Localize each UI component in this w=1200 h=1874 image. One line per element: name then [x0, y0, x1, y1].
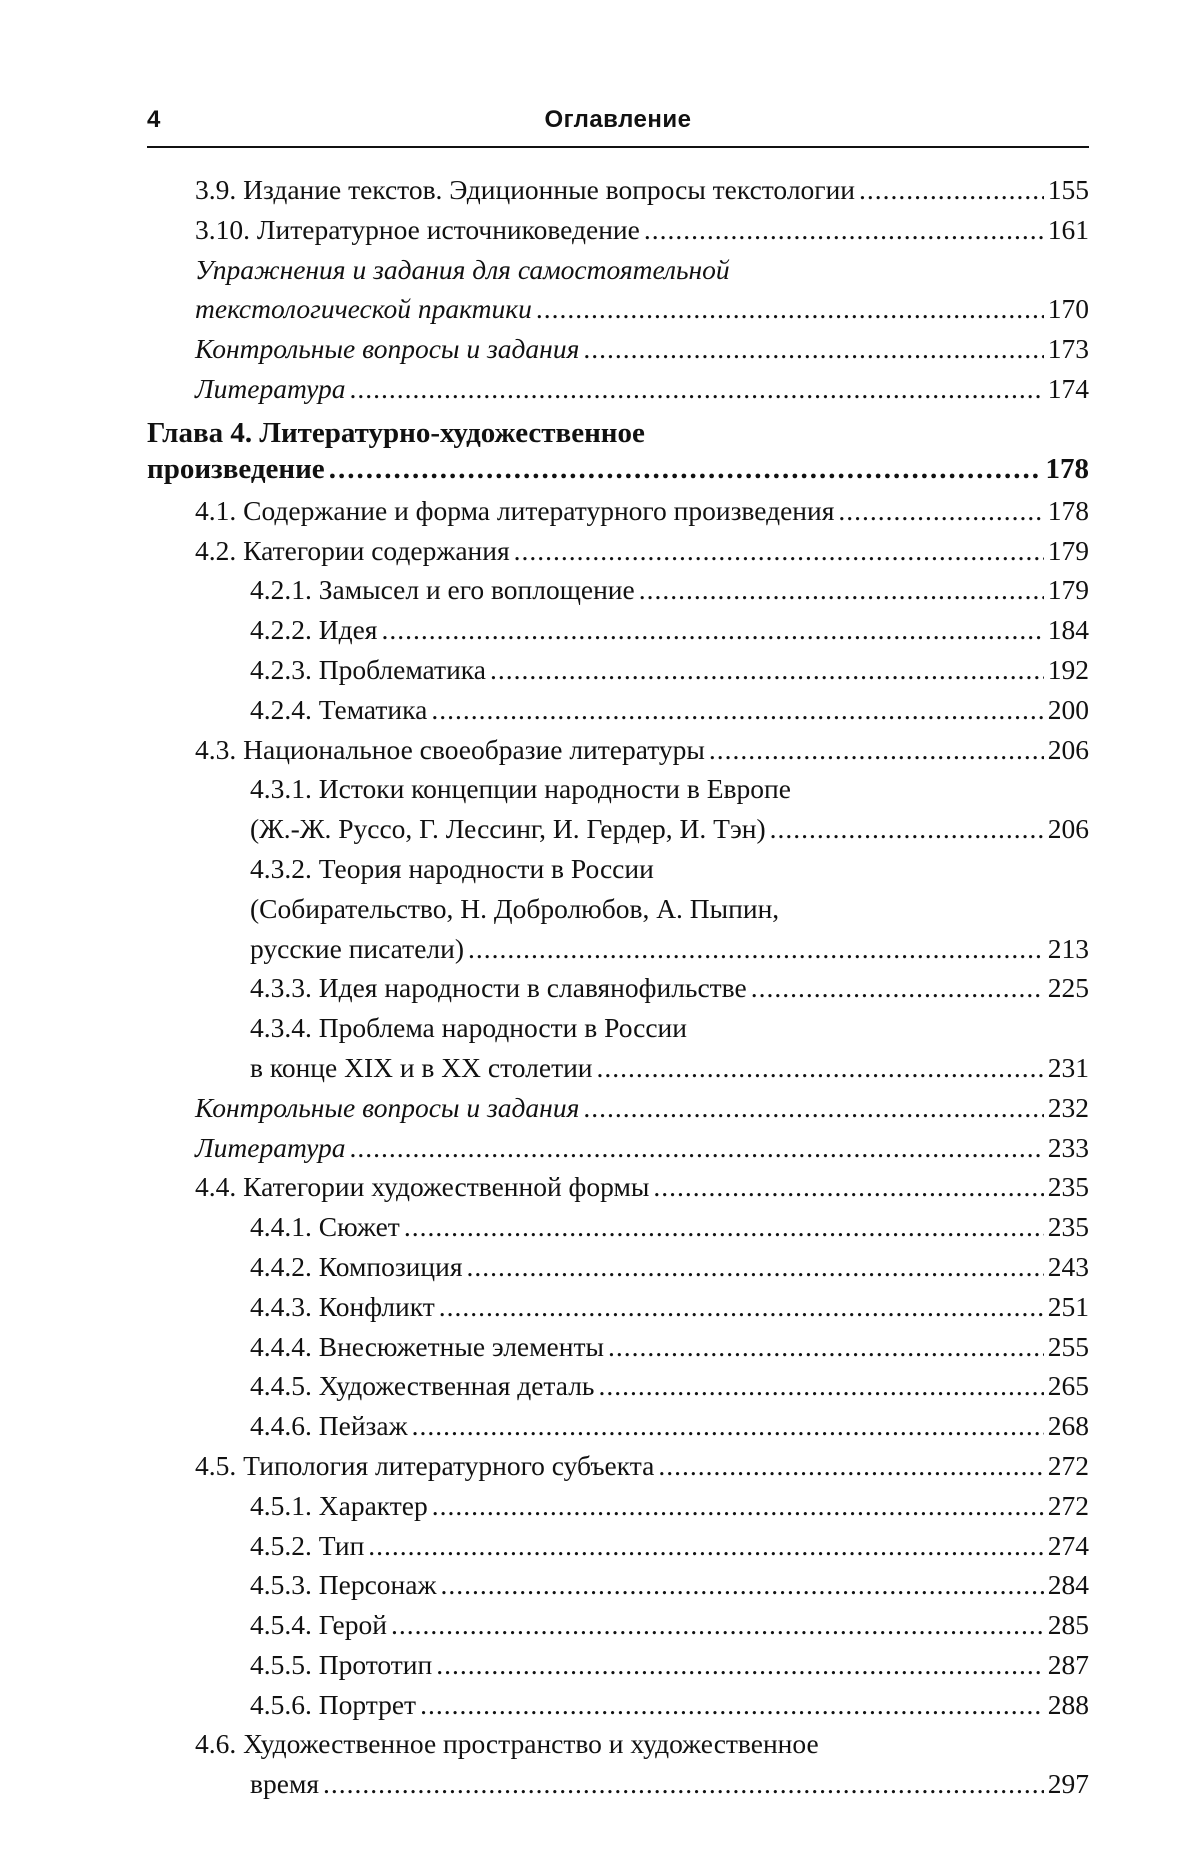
toc-entry-line: [195, 1128, 1089, 1168]
toc-entry: [147, 1327, 1089, 1367]
toc-entry-title: русские писатели): [250, 932, 464, 964]
toc-entry-line: [195, 1446, 1089, 1486]
toc-entry: [147, 769, 1089, 849]
toc-entry-lead-line: 4.3.4. Проблема народности в России: [250, 1012, 687, 1044]
toc-entry: [147, 650, 1089, 690]
toc-page-number: 285: [1047, 1609, 1089, 1641]
toc-entry-title: 4.2.3. Проблематика: [250, 653, 486, 685]
toc-entry-text: [250, 849, 1089, 968]
toc-entry-title: Контрольные вопросы и задания: [195, 1091, 580, 1123]
dot-leader: [329, 451, 1042, 487]
toc-page-number: 213: [1047, 932, 1089, 964]
toc-entry-line: [250, 1406, 1089, 1446]
toc-entry-text: [250, 690, 1089, 730]
toc-entry-text: [195, 210, 1089, 250]
toc-entry-line: [250, 1287, 1089, 1327]
toc-entry: [147, 1526, 1089, 1566]
toc-entry-title: 4.4.2. Композиция: [250, 1250, 463, 1282]
toc-entry-title: Контрольные вопросы и задания: [195, 333, 580, 365]
running-head-title: Оглавление: [544, 106, 692, 133]
toc-entry-text: [250, 570, 1089, 610]
toc-entry-text: [250, 1247, 1089, 1287]
toc-entry-title: 4.4.4. Внесюжетные элементы: [250, 1330, 604, 1362]
toc-entry-text: [195, 1724, 1089, 1804]
dot-leader: [583, 1088, 1043, 1128]
toc-entry-title: 3.10. Литературное источниковедение: [195, 213, 640, 245]
dot-leader: [468, 929, 1044, 969]
table-of-contents: [147, 170, 1089, 1804]
toc-entry-line: [250, 1685, 1089, 1725]
toc-entry: [147, 1446, 1089, 1486]
dot-leader: [420, 1685, 1044, 1725]
toc-entry-title: 4.5.3. Персонаж: [250, 1569, 437, 1601]
toc-entry-text: [250, 1605, 1089, 1645]
toc-page-number: 178: [1047, 494, 1089, 526]
toc-entry-title: 4.4.1. Сюжет: [250, 1211, 400, 1243]
dot-leader: [431, 690, 1043, 730]
toc-entry-title: 4.2. Категории содержания: [195, 534, 510, 566]
toc-page-number: 178: [1045, 452, 1089, 485]
toc-page-number: 235: [1047, 1171, 1089, 1203]
dot-leader: [349, 369, 1043, 409]
toc-entry-text: [250, 1565, 1089, 1605]
toc-entry-line: [250, 570, 1089, 610]
toc-entry: [147, 1128, 1089, 1168]
toc-entry-lead-line: Глава 4. Литературно-художественное: [147, 416, 645, 449]
toc-entry-title: в конце XIX и в XX столетии: [250, 1051, 593, 1083]
toc-entry: [147, 1366, 1089, 1406]
toc-page-number: 235: [1047, 1211, 1089, 1243]
toc-entry-line: [250, 1645, 1089, 1685]
toc-page-number: 268: [1047, 1410, 1089, 1442]
toc-entry-line: [195, 730, 1089, 770]
toc-entry-title: Литература: [195, 1131, 346, 1163]
toc-entry: [147, 170, 1089, 210]
toc-entry-line: [250, 968, 1089, 1008]
dot-leader: [514, 531, 1044, 571]
toc-entry-line: [147, 451, 1089, 487]
dot-leader: [583, 329, 1043, 369]
toc-page-number: 192: [1047, 653, 1089, 685]
toc-entry-title: 4.4.6. Пейзаж: [250, 1410, 408, 1442]
toc-entry-title: 4.2.1. Замысел и его воплощение: [250, 574, 635, 606]
dot-leader: [368, 1526, 1043, 1566]
dot-leader: [436, 1645, 1044, 1685]
toc-entry-line: [250, 690, 1089, 730]
dot-leader: [323, 1764, 1044, 1804]
toc-entry-text: [195, 170, 1089, 210]
toc-entry-line: [195, 289, 1089, 329]
toc-entry: [147, 730, 1089, 770]
toc-entry-title: 4.2.4. Тематика: [250, 693, 428, 725]
toc-entry-text: [250, 1486, 1089, 1526]
toc-entry: [147, 1605, 1089, 1645]
toc-entry: [147, 1486, 1089, 1526]
running-head: [147, 106, 1089, 148]
toc-entry-text: [250, 1207, 1089, 1247]
toc-entry-text: [195, 250, 1089, 330]
toc-entry-text: [250, 650, 1089, 690]
dot-leader: [440, 1565, 1043, 1605]
dot-leader: [838, 491, 1043, 531]
dot-leader: [466, 1247, 1043, 1287]
toc-entry-text: [195, 491, 1089, 531]
toc-entry: [147, 1685, 1089, 1725]
toc-entry-title: (Ж.-Ж. Руссо, Г. Лессинг, И. Гердер, И. Тэн): [250, 813, 766, 845]
toc-entry-title: 4.4.3. Конфликт: [250, 1290, 435, 1322]
dot-leader: [608, 1327, 1044, 1367]
dot-leader: [597, 1048, 1044, 1088]
toc-entry-text: [195, 329, 1089, 369]
dot-leader: [536, 289, 1044, 329]
toc-entry-text: [250, 1685, 1089, 1725]
toc-entry: [147, 531, 1089, 571]
toc-page-number: 272: [1047, 1489, 1089, 1521]
toc-entry-title: Литература: [195, 372, 346, 404]
toc-entry-line: [250, 1366, 1089, 1406]
toc-entry-text: [195, 1446, 1089, 1486]
toc-entry: [147, 1088, 1089, 1128]
toc-entry-text: [195, 1167, 1089, 1207]
toc-entry-text: [250, 1008, 1089, 1088]
dot-leader: [653, 1167, 1043, 1207]
toc-entry-line: [195, 531, 1089, 571]
toc-entry-line: [250, 1486, 1089, 1526]
toc-page-number: 287: [1047, 1648, 1089, 1680]
toc-entry-text: [250, 769, 1089, 849]
dot-leader: [859, 170, 1044, 210]
toc-entry: [147, 570, 1089, 610]
toc-entry-line: [250, 929, 1089, 969]
toc-entry-text: [250, 1645, 1089, 1685]
toc-entry-title: 4.5.5. Прототип: [250, 1648, 433, 1680]
toc-page-number: 225: [1047, 972, 1089, 1004]
dot-leader: [412, 1406, 1044, 1446]
toc-entry: [147, 1724, 1089, 1804]
toc-entry-title: 4.3. Национальное своеобразие литературы: [195, 733, 705, 765]
toc-entry: [147, 329, 1089, 369]
toc-entry-title: 4.5.1. Характер: [250, 1489, 428, 1521]
toc-entry: [147, 250, 1089, 330]
toc-entry-text: [250, 1287, 1089, 1327]
toc-page-number: 174: [1047, 372, 1089, 404]
toc-entry-line: [195, 369, 1089, 409]
toc-page-number: 206: [1047, 733, 1089, 765]
dot-leader: [751, 968, 1044, 1008]
toc-page-number: 200: [1047, 693, 1089, 725]
toc-entry-line: [195, 1088, 1089, 1128]
toc-entry: [147, 1406, 1089, 1446]
toc-entry-text: [195, 1088, 1089, 1128]
toc-entry-text: [195, 730, 1089, 770]
toc-chapter-entry: [147, 415, 1089, 487]
toc-page-number: 173: [1047, 333, 1089, 365]
toc-entry-line: [250, 1327, 1089, 1367]
dot-leader: [644, 210, 1044, 250]
dot-leader: [381, 610, 1043, 650]
toc-page-number: 297: [1047, 1768, 1089, 1800]
dot-leader: [349, 1128, 1043, 1168]
toc-entry-title: 4.5.6. Портрет: [250, 1688, 417, 1720]
toc-entry-line: [250, 1526, 1089, 1566]
toc-entry-title: 4.1. Содержание и форма литературного произведения: [195, 494, 835, 526]
toc-entry-title: 4.5.4. Герой: [250, 1609, 387, 1641]
toc-page-number: 155: [1047, 174, 1089, 205]
toc-page-number: 232: [1047, 1091, 1089, 1123]
toc-entry-lead-line: 4.3.2. Теория народности в России: [250, 852, 654, 884]
toc-entry-line: [250, 1207, 1089, 1247]
toc-entry-line: [250, 610, 1089, 650]
dot-leader: [658, 1446, 1043, 1486]
toc-entry-lead-line: Упражнения и задания для самостоятельной: [195, 253, 730, 285]
toc-entry-title: 4.5.2. Тип: [250, 1529, 365, 1561]
toc-entry-text: [250, 610, 1089, 650]
toc-entry: [147, 1167, 1089, 1207]
toc-page-number: 184: [1047, 614, 1089, 646]
toc-entry: [147, 968, 1089, 1008]
toc-entry-lead-line: 4.3.1. Истоки концепции народности в Европе: [250, 773, 791, 805]
toc-entry: [147, 1207, 1089, 1247]
toc-page-number: 251: [1047, 1290, 1089, 1322]
toc-entry: [147, 1565, 1089, 1605]
toc-entry: [147, 1008, 1089, 1088]
toc-entry-text: [250, 1406, 1089, 1446]
page-number: 4: [147, 106, 161, 133]
dot-leader: [598, 1366, 1043, 1406]
toc-entry-text: [195, 1128, 1089, 1168]
toc-entry-title: произведение: [147, 452, 325, 485]
toc-entry-line: [250, 650, 1089, 690]
toc-page-number: 233: [1047, 1131, 1089, 1163]
toc-entry: [147, 849, 1089, 968]
dot-leader: [439, 1287, 1044, 1327]
toc-entry-line: [195, 210, 1089, 250]
toc-entry-line: [250, 1247, 1089, 1287]
toc-entry-text: [250, 1366, 1089, 1406]
toc-page-number: 179: [1047, 574, 1089, 606]
dot-leader: [391, 1605, 1044, 1645]
toc-page-number: 231: [1047, 1051, 1089, 1083]
toc-entry-line: [195, 1167, 1089, 1207]
toc-entry-text: [195, 369, 1089, 409]
toc-entry-text: [147, 415, 1089, 487]
toc-entry: [147, 1247, 1089, 1287]
toc-page-number: 243: [1047, 1250, 1089, 1282]
toc-page-number: 170: [1047, 293, 1089, 325]
toc-entry-line: [250, 809, 1089, 849]
toc-entry-title: 4.4. Категории художественной формы: [195, 1171, 650, 1203]
toc-page-number: 274: [1047, 1529, 1089, 1561]
toc-entry-title: текстологической практики: [195, 293, 532, 325]
toc-page-number: 179: [1047, 534, 1089, 566]
toc-entry-text: [250, 968, 1089, 1008]
toc-entry-line: [250, 1565, 1089, 1605]
toc-entry-title: 4.5. Типология литературного субъекта: [195, 1449, 655, 1481]
toc-entry-title: время: [250, 1768, 319, 1800]
toc-entry-title: 4.3.3. Идея народности в славянофильстве: [250, 972, 747, 1004]
toc-page-number: 265: [1047, 1370, 1089, 1402]
toc-page-number: 288: [1047, 1688, 1089, 1720]
toc-entry-text: [250, 1526, 1089, 1566]
toc-entry-line: [250, 1048, 1089, 1088]
toc-entry-lead-line: 4.6. Художественное пространство и художественное: [195, 1728, 819, 1760]
toc-entry-text: [250, 1327, 1089, 1367]
toc-entry: [147, 690, 1089, 730]
toc-entry-line: [250, 1764, 1089, 1804]
toc-entry: [147, 369, 1089, 409]
toc-entry: [147, 210, 1089, 250]
dot-leader: [639, 570, 1044, 610]
toc-page-number: 284: [1047, 1569, 1089, 1601]
dot-leader: [490, 650, 1044, 690]
toc-entry-line: [250, 1605, 1089, 1645]
toc-entry-text: [195, 531, 1089, 571]
toc-entry-line: [195, 170, 1089, 210]
toc-entry: [147, 1287, 1089, 1327]
toc-page-number: 272: [1047, 1449, 1089, 1481]
dot-leader: [709, 730, 1044, 770]
toc-page-number: 206: [1047, 813, 1089, 845]
toc-page-number: 161: [1047, 213, 1089, 245]
toc-page-number: 255: [1047, 1330, 1089, 1362]
toc-entry: [147, 610, 1089, 650]
toc-entry-line: [195, 491, 1089, 531]
toc-entry-title: 4.4.5. Художественная деталь: [250, 1370, 595, 1402]
toc-entry: [147, 491, 1089, 531]
dot-leader: [432, 1486, 1044, 1526]
dot-leader: [770, 809, 1044, 849]
toc-entry-title: 3.9. Издание текстов. Эдиционные вопросы текстологии: [195, 174, 855, 205]
toc-entry: [147, 1645, 1089, 1685]
toc-entry-lead-line: (Собирательство, Н. Добролюбов, А. Пыпин,: [250, 892, 780, 924]
toc-entry-title: 4.2.2. Идея: [250, 614, 378, 646]
toc-entry-line: [195, 329, 1089, 369]
dot-leader: [404, 1207, 1044, 1247]
